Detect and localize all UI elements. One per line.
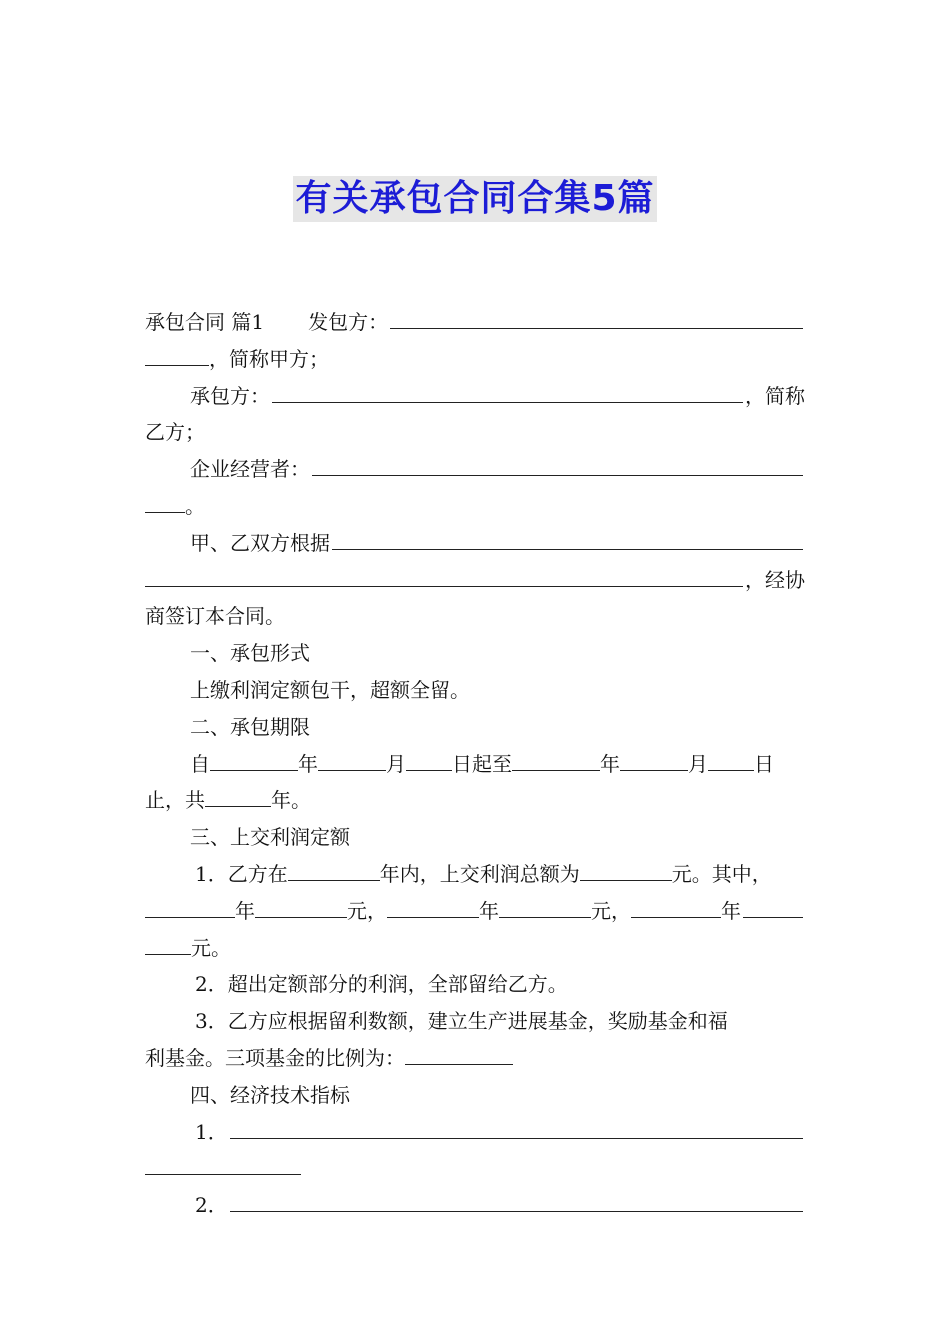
term-total-text: 止，共: [145, 788, 205, 813]
section-heading-form: 一、承包形式: [190, 641, 310, 666]
contractor-blank: [272, 378, 743, 403]
basis-tail-text: ，经协: [745, 567, 805, 592]
end-month-blank: [620, 746, 688, 771]
indicator-2-line: [145, 1187, 805, 1224]
end-month-text: 月: [688, 751, 708, 776]
term-dates-line: [145, 746, 805, 783]
contractor-line: [145, 378, 805, 415]
profit-breakdown-continuation: [145, 930, 805, 967]
operator-line: [145, 451, 805, 488]
profit-amount-text: 元。其中，: [671, 861, 772, 886]
end-year-text: 年: [600, 751, 620, 776]
contract-heading-line: [145, 304, 805, 341]
amount-3-text: 元。: [191, 935, 231, 960]
profit-total-blank: [580, 856, 672, 881]
employer-continuation-line: [145, 341, 805, 378]
amount-3-blank-continued: [145, 930, 191, 955]
profit-years-blank: [288, 856, 380, 881]
profit-clause-1-line: [145, 856, 805, 893]
basis-blank: [332, 525, 803, 550]
operator-blank: [312, 451, 803, 476]
profit-breakdown-line: [145, 893, 805, 930]
start-day-text: 日起至: [452, 751, 512, 776]
amount-2-text: 元，: [591, 898, 631, 923]
profit-clause-1-text: 1．乙方在: [195, 861, 288, 886]
fund-ratio-text: 利基金。三项基金的比例为：: [145, 1045, 405, 1070]
start-year-blank: [210, 746, 298, 771]
basis-line: [145, 525, 805, 562]
operator-continuation-line: [145, 488, 805, 525]
amount-2-blank: [499, 893, 591, 918]
form-content: 上缴利润定额包干，超额全留。: [190, 677, 470, 702]
start-day-blank: [406, 746, 452, 771]
indicator-1-continuation: [145, 1150, 805, 1187]
basis-blank-continued: [145, 562, 743, 587]
year-1-text: 年: [235, 898, 255, 923]
basis-label: 甲、乙双方根据: [190, 530, 330, 555]
year-3-blank: [631, 893, 721, 918]
amount-1-blank: [255, 893, 347, 918]
document-body: [145, 304, 805, 1224]
profit-clause-3: 3．乙方应根据留利数额，建立生产进展基金，奖励基金和福: [195, 1009, 728, 1034]
year-2-blank: [387, 893, 479, 918]
basis-continuation-line: [145, 562, 805, 599]
employer-label: 发包方：: [308, 310, 389, 334]
indicator-1-number: 1．: [195, 1119, 228, 1144]
operator-blank-continued: [145, 488, 185, 513]
contractor-alias-line: 乙方；: [145, 420, 205, 445]
employer-blank-continued: [145, 341, 209, 366]
contract-section-heading: 承包合同 篇1: [145, 310, 265, 334]
term-from-text: 自: [190, 751, 210, 776]
indicator-1-line: [145, 1114, 805, 1151]
amount-3-blank: [743, 893, 803, 918]
amount-1-text: 元，: [347, 898, 387, 923]
section-heading-profit: 三、上交利润定额: [190, 825, 350, 850]
fund-ratio-blank: [405, 1040, 513, 1065]
indicator-2-number: 2．: [195, 1193, 228, 1218]
year-1-blank: [145, 893, 235, 918]
year-3-text: 年: [721, 898, 741, 923]
year-2-text: 年: [479, 898, 499, 923]
contractor-alias-text: ，简称: [745, 383, 805, 408]
start-month-text: 月: [386, 751, 406, 776]
operator-label: 企业经营者：: [190, 457, 310, 482]
title-container: [0, 176, 950, 222]
document-title: 有关承包合同合集5篇: [293, 176, 656, 222]
indicator-1-blank-continued: [145, 1150, 301, 1175]
term-total-blank: [205, 782, 271, 807]
employer-alias-text: ，简称甲方；: [209, 346, 329, 371]
term-total-unit: 年。: [271, 788, 311, 813]
operator-period: 。: [185, 493, 205, 518]
agreement-line: 商签订本合同。: [145, 604, 285, 629]
employer-blank: [390, 304, 803, 329]
indicator-1-blank: [230, 1114, 803, 1139]
indicator-2-blank: [230, 1187, 803, 1212]
start-month-blank: [318, 746, 386, 771]
profit-clause-2: 2．超出定额部分的利润，全部留给乙方。: [195, 972, 568, 997]
term-total-line: [145, 782, 805, 819]
end-year-blank: [512, 746, 600, 771]
start-year-text: 年: [298, 751, 318, 776]
end-day-blank: [708, 746, 754, 771]
profit-total-text: 年内，上交利润总额为: [379, 861, 580, 886]
end-day-text: 日: [754, 751, 774, 776]
contractor-label: 承包方：: [190, 383, 270, 408]
fund-ratio-line: [145, 1040, 805, 1077]
section-heading-indicators: 四、经济技术指标: [190, 1082, 350, 1107]
section-heading-term: 二、承包期限: [190, 714, 310, 739]
